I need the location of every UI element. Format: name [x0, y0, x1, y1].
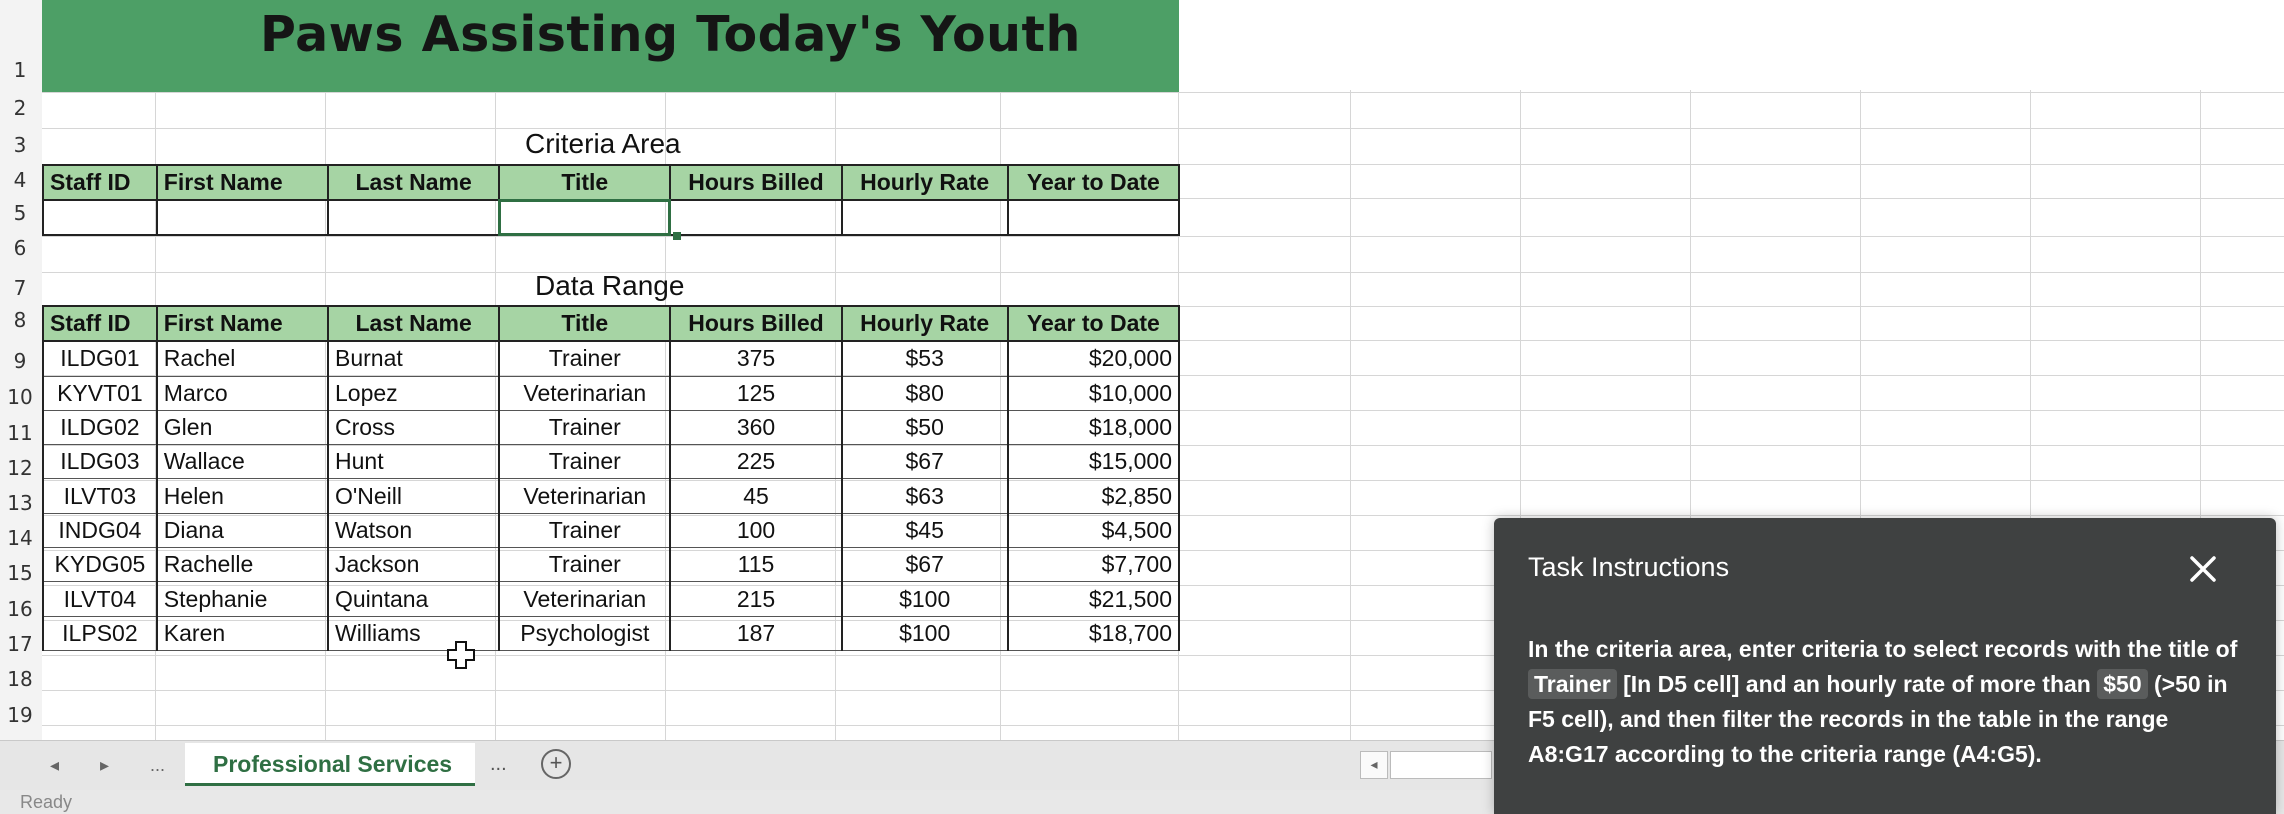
criteria-cell-f5[interactable]: [842, 200, 1008, 235]
table-cell[interactable]: Cross: [328, 410, 499, 444]
table-cell[interactable]: ILVT03: [43, 479, 157, 513]
table-cell[interactable]: ILVT04: [43, 582, 157, 616]
add-sheet-icon[interactable]: +: [541, 749, 571, 779]
table-cell[interactable]: $53: [842, 341, 1008, 376]
table-cell[interactable]: Jackson: [328, 548, 499, 582]
row-number[interactable]: 5: [13, 201, 27, 225]
table-cell[interactable]: ILPS02: [43, 616, 157, 650]
data-header-cell[interactable]: First Name: [157, 306, 328, 341]
table-cell[interactable]: 360: [670, 410, 841, 444]
table-cell[interactable]: Trainer: [499, 548, 670, 582]
table-cell[interactable]: $21,500: [1008, 582, 1179, 616]
status-text: Ready: [20, 792, 73, 812]
table-cell[interactable]: ILDG01: [43, 341, 157, 376]
criteria-cell-g5[interactable]: [1008, 200, 1179, 235]
table-cell[interactable]: Trainer: [499, 445, 670, 479]
data-header-row: [43, 306, 1179, 341]
row-number[interactable]: 8: [13, 308, 27, 332]
row-number[interactable]: 10: [7, 385, 33, 409]
row-number[interactable]: 4: [13, 168, 27, 192]
row-number[interactable]: 19: [7, 703, 33, 727]
row-number[interactable]: 17: [7, 632, 33, 656]
sheet-tabs-prev-more[interactable]: ...: [150, 755, 166, 775]
sheet-tabs-more[interactable]: ...: [490, 753, 507, 775]
gridline-horizontal: [42, 92, 2284, 93]
table-cell[interactable]: Psychologist: [499, 616, 670, 650]
table-cell[interactable]: $100: [842, 616, 1008, 650]
table-row: [43, 616, 1179, 650]
table-row: [43, 410, 1179, 444]
table-cell[interactable]: $4,500: [1008, 513, 1179, 547]
criteria-header-cell[interactable]: Title: [499, 165, 670, 200]
criteria-area-label: Criteria Area: [525, 128, 681, 159]
table-cell[interactable]: 45: [670, 479, 841, 513]
row-number[interactable]: 12: [7, 456, 33, 480]
criteria-cell-d5[interactable]: [499, 200, 670, 235]
table-cell[interactable]: $7,700: [1008, 548, 1179, 582]
table-row: [43, 548, 1179, 582]
row-number[interactable]: 15: [7, 561, 33, 585]
table-cell[interactable]: Helen: [157, 479, 328, 513]
table-cell[interactable]: $18,700: [1008, 616, 1179, 650]
row-number[interactable]: 18: [7, 667, 33, 691]
table-row: [43, 513, 1179, 547]
data-header-cell[interactable]: Title: [499, 306, 670, 341]
table-row: [43, 376, 1179, 410]
table-cell[interactable]: ILDG02: [43, 410, 157, 444]
table-row: [43, 445, 1179, 479]
row-number[interactable]: 1: [13, 58, 27, 82]
tab-label: Professional Services: [213, 751, 453, 777]
table-cell[interactable]: $63: [842, 479, 1008, 513]
row-number[interactable]: 14: [7, 526, 33, 550]
table-cell[interactable]: $10,000: [1008, 376, 1179, 410]
row-number[interactable]: 6: [13, 236, 27, 260]
criteria-value-row: [43, 200, 1179, 235]
table-cell[interactable]: 100: [670, 513, 841, 547]
criteria-header-cell[interactable]: Staff ID: [43, 165, 157, 200]
gridline-horizontal: [42, 236, 2284, 237]
criteria-header-cell[interactable]: Year to Date: [1008, 165, 1179, 200]
data-range-label: Data Range: [535, 270, 685, 301]
plus-cursor-icon: [446, 640, 476, 670]
table-cell[interactable]: Stephanie: [157, 582, 328, 616]
table-cell[interactable]: Williams: [328, 616, 499, 650]
task-chip-trainer: Trainer: [1528, 669, 1617, 699]
table-cell[interactable]: 225: [670, 445, 841, 479]
table-cell[interactable]: Quintana: [328, 582, 499, 616]
table-cell[interactable]: $45: [842, 513, 1008, 547]
table-cell[interactable]: Veterinarian: [499, 582, 670, 616]
tab-professional-services[interactable]: [185, 743, 475, 786]
table-cell[interactable]: Diana: [157, 513, 328, 547]
title-banner[interactable]: [42, 0, 1179, 92]
table-cell[interactable]: Trainer: [499, 410, 670, 444]
sheet-nav-left-icon[interactable]: ◂: [50, 755, 60, 775]
table-cell[interactable]: Watson: [328, 513, 499, 547]
scroll-left-icon[interactable]: ◂: [1360, 751, 1388, 779]
table-cell[interactable]: $15,000: [1008, 445, 1179, 479]
criteria-header-row: [43, 165, 1179, 200]
table-cell[interactable]: Trainer: [499, 341, 670, 376]
table-cell[interactable]: Lopez: [328, 376, 499, 410]
table-cell[interactable]: 375: [670, 341, 841, 376]
criteria-cell-b5[interactable]: [157, 200, 328, 235]
table-cell[interactable]: 187: [670, 616, 841, 650]
table-cell[interactable]: $2,850: [1008, 479, 1179, 513]
criteria-cell-a5[interactable]: [43, 200, 157, 235]
row-number[interactable]: 3: [13, 133, 27, 157]
task-chip-rate: $50: [2097, 669, 2147, 699]
table-row: [43, 479, 1179, 513]
criteria-cell-e5[interactable]: [670, 200, 841, 235]
data-header-cell[interactable]: Year to Date: [1008, 306, 1179, 341]
table-cell[interactable]: KYDG05: [43, 548, 157, 582]
table-row: [43, 341, 1179, 376]
table-cell[interactable]: $18,000: [1008, 410, 1179, 444]
table-cell[interactable]: Hunt: [328, 445, 499, 479]
row-number[interactable]: 9: [13, 349, 27, 373]
gridline-horizontal: [42, 128, 2284, 129]
table-cell[interactable]: Wallace: [157, 445, 328, 479]
table-row: [43, 582, 1179, 616]
table-cell[interactable]: Glen: [157, 410, 328, 444]
table-cell[interactable]: Burnat: [328, 341, 499, 376]
sheet-nav-right-icon[interactable]: ▸: [100, 755, 110, 775]
table-cell[interactable]: INDG04: [43, 513, 157, 547]
row-number[interactable]: 7: [13, 276, 27, 300]
table-cell[interactable]: $100: [842, 582, 1008, 616]
task-body: [1528, 632, 2248, 772]
data-header-cell[interactable]: Last Name: [328, 306, 499, 341]
fill-handle[interactable]: [673, 232, 681, 240]
data-header-cell[interactable]: Hourly Rate: [842, 306, 1008, 341]
row-number[interactable]: 13: [7, 491, 33, 515]
table-cell[interactable]: 125: [670, 376, 841, 410]
task-instructions-panel: [1494, 518, 2276, 814]
gridline-vertical: [1350, 90, 1351, 740]
table-cell[interactable]: Marco: [157, 376, 328, 410]
horizontal-scrollbar[interactable]: [1390, 751, 1492, 779]
criteria-header-cell[interactable]: Last Name: [328, 165, 499, 200]
table-cell[interactable]: $20,000: [1008, 341, 1179, 376]
table-cell[interactable]: $67: [842, 548, 1008, 582]
data-header-cell[interactable]: Hours Billed: [670, 306, 841, 341]
row-number[interactable]: 11: [7, 421, 33, 445]
criteria-header-cell[interactable]: Hourly Rate: [842, 165, 1008, 200]
task-title: Task Instructions: [1528, 552, 1730, 582]
table-cell[interactable]: Karen: [157, 616, 328, 650]
task-text-part2: [In D5 cell] and an hourly rate of more than: [1616, 671, 2098, 697]
criteria-header-cell[interactable]: First Name: [157, 165, 328, 200]
table-cell[interactable]: O'Neill: [328, 479, 499, 513]
table-cell[interactable]: Veterinarian: [499, 479, 670, 513]
data-header-cell[interactable]: Staff ID: [43, 306, 157, 341]
table-cell[interactable]: Rachelle: [157, 548, 328, 582]
table-cell[interactable]: $50: [842, 410, 1008, 444]
row-number[interactable]: 2: [13, 96, 27, 120]
table-cell[interactable]: Veterinarian: [499, 376, 670, 410]
table-cell[interactable]: $67: [842, 445, 1008, 479]
gridline-horizontal: [42, 272, 2284, 273]
row-header-column: [0, 0, 42, 740]
criteria-cell-c5[interactable]: [328, 200, 499, 235]
table-cell[interactable]: ILDG03: [43, 445, 157, 479]
sheet-title: Paws Assisting Today's Youth: [260, 6, 1081, 63]
data-rows: [43, 341, 1179, 650]
table-cell[interactable]: KYVT01: [43, 376, 157, 410]
table-cell[interactable]: 115: [670, 548, 841, 582]
table-cell[interactable]: Rachel: [157, 341, 328, 376]
task-text-part1: In the criteria area, enter criteria to select records with the title of: [1528, 636, 2238, 662]
criteria-header-cell[interactable]: Hours Billed: [670, 165, 841, 200]
table-cell[interactable]: $80: [842, 376, 1008, 410]
task-text-part3: (>50 in F5 cell), and then filter the records in the table in the range A8:G17 according to the criteria range (A4:G5).: [1528, 671, 2228, 767]
criteria-table: [42, 164, 1180, 236]
close-icon[interactable]: [2186, 552, 2220, 586]
row-number[interactable]: 16: [7, 597, 33, 621]
data-range-table: [42, 305, 1180, 651]
table-cell[interactable]: Trainer: [499, 513, 670, 547]
table-cell[interactable]: 215: [670, 582, 841, 616]
